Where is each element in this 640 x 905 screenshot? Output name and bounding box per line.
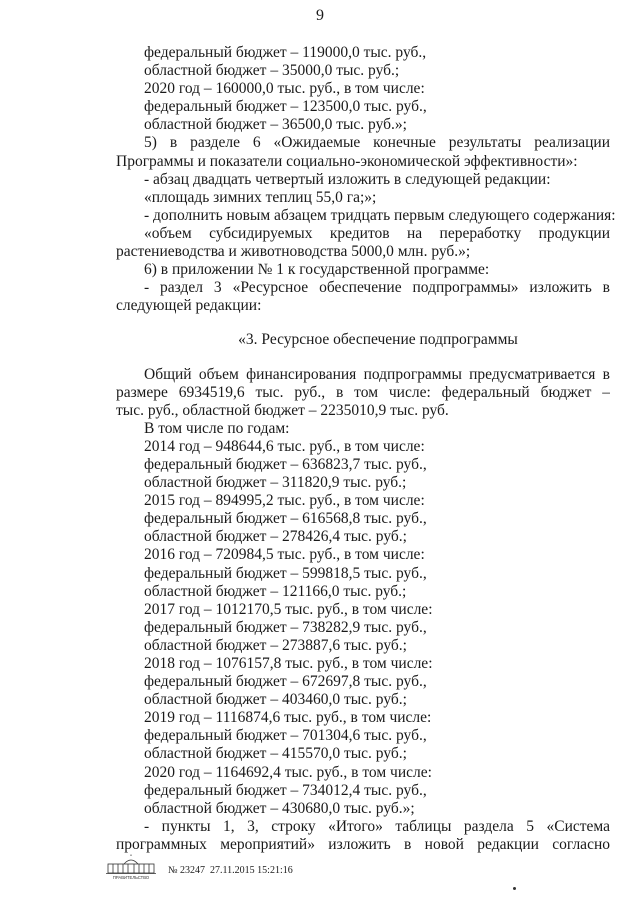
document-stamp-text [168,865,293,880]
text-line: растениеводства и животноводства 5000,0 млн. руб.»; [116,243,471,261]
logo-caption: ПРАВИТЕЛЬСТВО [112,875,150,880]
text-line: федеральный бюджет – 123500,0 тыс. руб., [144,98,427,116]
text-line: областной бюджет – 273887,6 тыс. руб.; [144,636,407,654]
text-line: 2019 год – 1116874,6 тыс. руб., в том числе: [144,709,432,727]
text-line: 2020 год – 160000,0 тыс. руб., в том числе: [144,80,425,98]
text-line: Общий объем финансирования подпрограммы предусматривается в [144,365,610,383]
text-line: областной бюджет – 403460,0 тыс. руб.; [144,691,407,709]
text-line: областной бюджет – 415570,0 тыс. руб.; [144,745,407,763]
text-line: - дополнить новым абзацем тридцать первым следующего содержания: [144,206,616,224]
text-line: федеральный бюджет – 616568,8 тыс. руб., [144,510,427,528]
document-timestamp: 27.11.2015 15:21:16 [210,865,293,876]
scan-speck [513,887,516,890]
text-line: областной бюджет – 121166,0 тыс. руб.; [144,582,407,600]
text-line: 2014 год – 948644,6 тыс. руб., в том числе: [144,437,425,455]
text-line: Программы и показатели социально-экономической эффективности»: [116,152,578,170]
document-number: № 23247 [168,865,206,876]
text-line: следующей редакции: [116,297,262,315]
text-line: областной бюджет – 35000,0 тыс. руб.; [144,62,400,80]
document-footer [104,850,293,880]
text-line: 5) в разделе 6 «Ожидаемые конечные результаты реализации [144,134,610,152]
text-line: федеральный бюджет – 738282,9 тыс. руб., [144,618,427,636]
text-line: 6) в приложении № 1 к государственной программе: [144,261,490,279]
text-line: 2017 год – 1012170,5 тыс. руб., в том числе: [144,600,433,618]
document-body [116,44,616,854]
text-line: 2016 год – 720984,5 тыс. руб., в том числе: [144,546,425,564]
text-line: федеральный бюджет – 119000,0 тыс. руб., [144,44,427,61]
text-line: федеральный бюджет – 701304,6 тыс. руб., [144,727,427,745]
section-heading: «3. Ресурсное обеспечение подпрограммы [238,331,518,349]
text-line: федеральный бюджет – 636823,7 тыс. руб., [144,455,427,473]
text-line: областной бюджет – 311820,9 тыс. руб.; [144,474,407,492]
text-line: - пункты 1, 3, строку «Итого» таблицы раздела 5 «Система [144,817,610,835]
text-line: «объем субсидируемых кредитов на переработку продукции [144,224,610,242]
text-line: программных мероприятий» изложить в новой редакции согласно [116,835,610,853]
text-line: областной бюджет – 430680,0 тыс. руб.»; [144,799,415,817]
government-building-logo-icon [104,854,158,880]
text-line: 2015 год – 894995,2 тыс. руб., в том числе: [144,492,425,510]
text-line: 2020 год – 1164692,4 тыс. руб., в том числе: [144,763,432,781]
text-line: федеральный бюджет – 599818,5 тыс. руб., [144,564,427,582]
page-number: 9 [316,7,324,24]
text-line: «площадь зимних теплиц 55,0 га;»; [144,188,377,206]
text-line: - раздел 3 «Ресурсное обеспечение подпрограммы» изложить в [144,279,610,297]
text-line: областной бюджет – 278426,4 тыс. руб.; [144,528,407,546]
text-line: тыс. руб., областной бюджет – 2235010,9 тыс. руб. [116,401,449,419]
text-line: В том числе по годам: [144,419,290,437]
text-line: 2018 год – 1076157,8 тыс. руб., в том числе: [144,655,433,672]
text-line: федеральный бюджет – 734012,4 тыс. руб., [144,781,427,799]
text-line: областной бюджет – 36500,0 тыс. руб.»; [144,116,407,134]
text-line: размере 6934519,6 тыс. руб., в том числе: федеральный бюджет – [116,383,610,401]
text-line: федеральный бюджет – 672697,8 тыс. руб., [144,673,427,691]
text-line: - абзац двадцать четвертый изложить в следующей редакции: [144,170,551,188]
